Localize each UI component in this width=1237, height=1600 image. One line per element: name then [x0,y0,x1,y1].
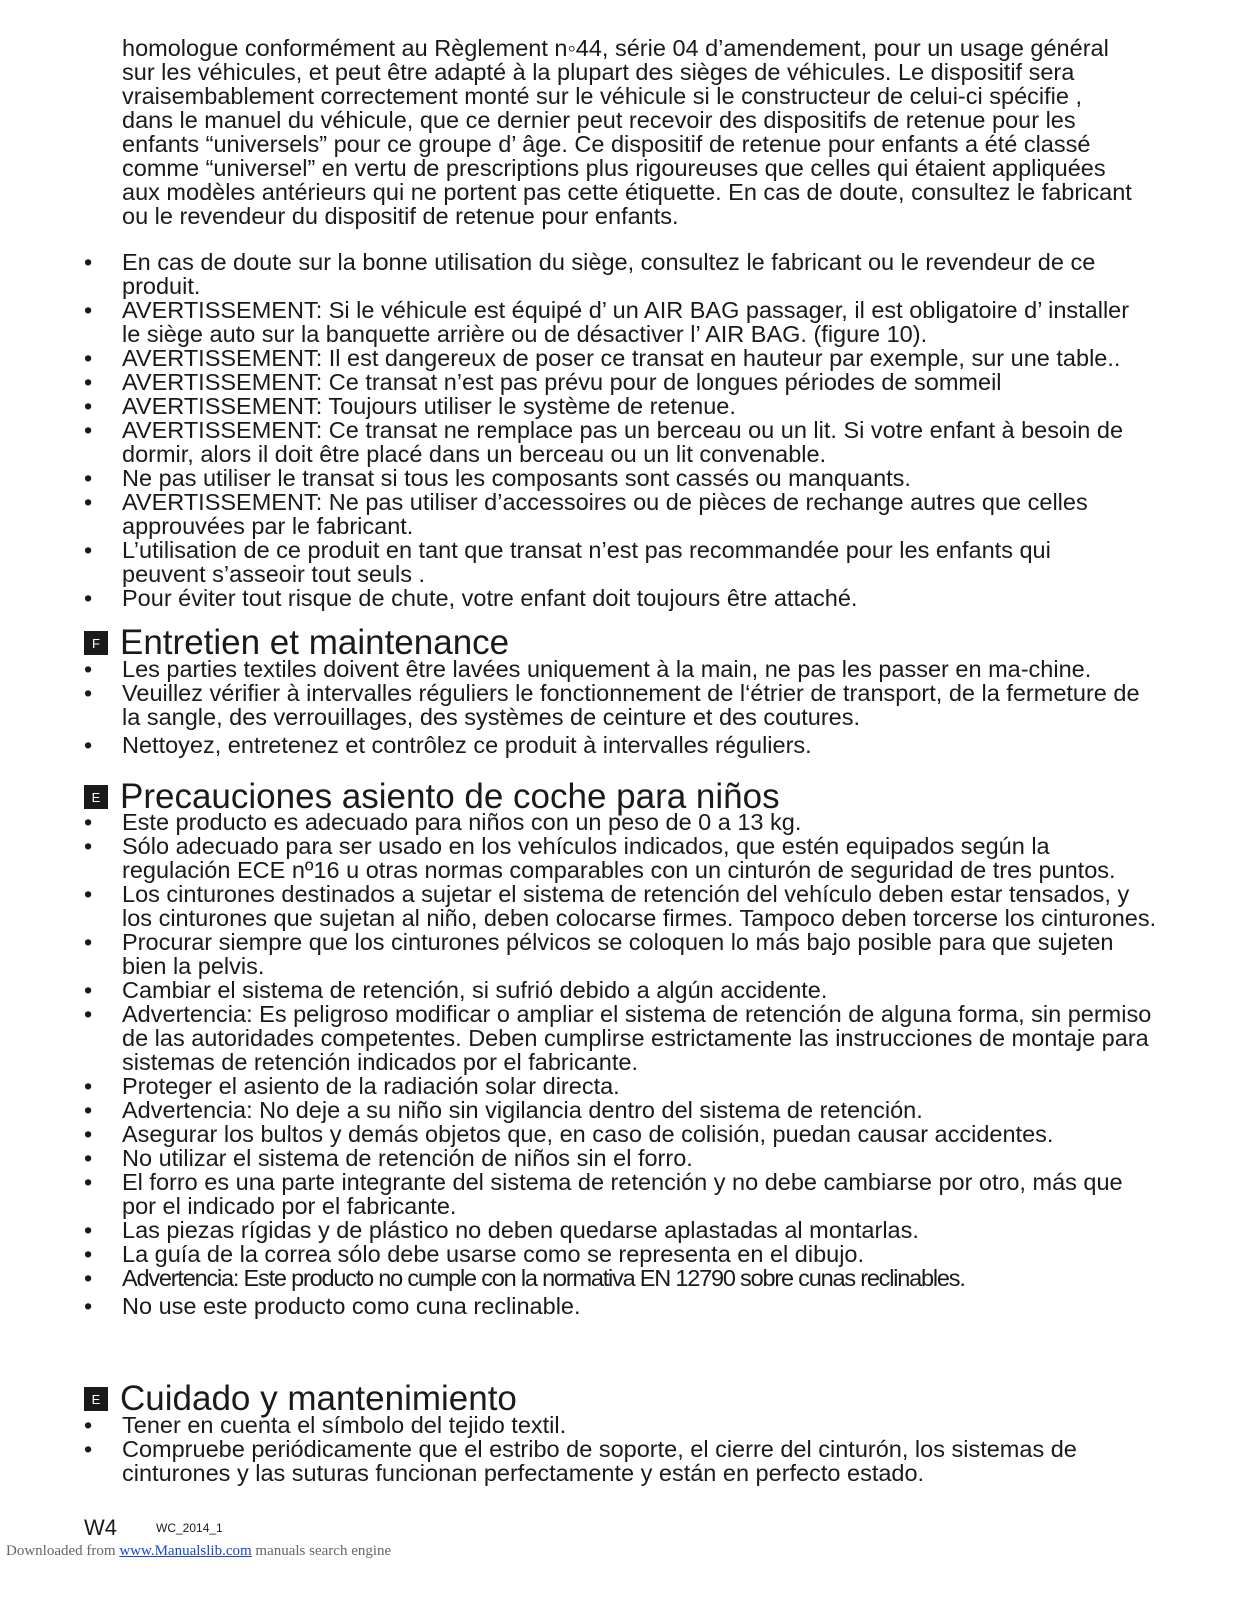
list-item [0,1074,1160,1098]
bullet-icon: • [84,833,93,859]
list-item [0,538,1140,586]
bullet-icon: • [84,977,93,1003]
list-item [0,1413,1160,1437]
list-item-text: Advertencia: No deje a su niño sin vigilancia dentro del sistema de retención. [122,1097,923,1123]
list-item [0,681,1140,729]
es-care-list [0,1413,1160,1485]
section-heading-fr-care [84,623,510,662]
bullet-icon: • [84,732,93,758]
list-item-text: Procurar siempre que los cinturones pélvicos se coloquen lo más bajo posible para que sujeten bien la pelvis. [122,929,1114,979]
page-number: W4 [84,1515,117,1540]
list-item [0,1170,1160,1218]
bullet-icon: • [84,369,93,395]
list-item-text: AVERTISSEMENT: Ne pas utiliser d’accessoires ou de pièces de rechange autres que celles approuvées par le fabricant. [122,489,1088,539]
list-item [0,394,1140,418]
list-item-text: Pour éviter tout risque de chute, votre enfant doit toujours être attaché. [122,585,858,611]
list-item-text: Las piezas rígidas y de plástico no deben quedarse aplastadas al montarlas. [122,1217,919,1243]
list-item [0,586,1140,610]
list-item [0,930,1160,978]
list-item [0,1294,1160,1318]
list-item-text: Advertencia: Es peligroso modificar o ampliar el sistema de retención de alguna forma, sin permiso de las autoridades competentes. Deben cumplirse estrictamente las instrucciones de montaje para sistemas de retención indicados por el fabricante. [122,1001,1152,1075]
list-item-text: No utilizar el sistema de retención de niños sin el forro. [122,1145,693,1171]
list-item-text: El forro es una parte integrante del sistema de retención y no debe cambiarse por otro, más que por el indicado por el fabricante. [122,1169,1123,1219]
list-item [0,810,1160,834]
section-heading-es-care [84,1379,517,1418]
list-item [0,1266,1160,1290]
list-item [0,1146,1160,1170]
list-item-text: Este producto es adecuado para niños con un peso de 0 a 13 kg. [122,809,802,835]
list-item-text: Proteger el asiento de la radiación solar directa. [122,1073,620,1099]
list-item [0,346,1140,370]
list-item-text: Ne pas utiliser le transat si tous les composants sont cassés ou manquants. [122,465,911,491]
list-item [0,1122,1160,1146]
fr-safety-list [0,250,1140,610]
list-item [0,657,1140,681]
list-item [0,466,1140,490]
intro-paragraph [122,36,1132,228]
bullet-icon: • [84,1436,93,1462]
list-item [0,418,1140,466]
list-item-text: AVERTISSEMENT: Il est dangereux de poser ce transat en hauteur par exemple, sur une table.. [122,345,1121,371]
language-tag: E [84,1387,108,1411]
list-item-text: AVERTISSEMENT: Si le véhicule est équipé d’ un AIR BAG passager, il est obligatoire d’ installer le siège auto sur la banquette arrière ou de désactiver l’ AIR BAG. (figure 10). [122,297,1130,347]
section-title: Precauciones asiento de coche para niños [120,777,780,816]
bullet-icon: • [84,1293,93,1319]
bullet-icon: • [84,1169,93,1195]
bullet-icon: • [84,393,93,419]
bullet-icon: • [84,417,93,443]
bullet-icon: • [84,1265,92,1291]
list-item [0,250,1140,298]
list-item-text: Sólo adecuado para ser usado en los vehículos indicados, que estén equipados según la regulación ECE nº16 u otras normas comparables con un cinturón de seguridad de tres puntos. [122,833,1116,883]
list-item-text: Veuillez vérifier à intervalles réguliers le fonctionnement de l‘étrier de transport, de la fermeture de la sangle, des verrouillages, des systèmes de ceinture et des coutures. [122,680,1140,730]
list-item-text: Compruebe periódicamente que el estribo de soporte, el cierre del cinturón, los sistemas de cinturones y las suturas funcionan perfectamente y están en perfecto estado. [122,1436,1077,1486]
bullet-icon: • [84,1241,93,1267]
bullet-icon: • [84,1145,93,1171]
list-item [0,1437,1160,1485]
bullet-icon: • [84,881,93,907]
manualslib-link[interactable]: www.Manualslib.com [119,1543,252,1559]
bullet-icon: • [84,1001,93,1027]
list-item [0,1002,1160,1074]
list-item-text: Los cinturones destinados a sujetar el sistema de retención del vehículo deben estar tensados, y los cinturones que sujetan al niño, deben colocarse firmes. Tampoco deben torcerse los cinturones. [122,881,1157,931]
list-item [0,490,1140,538]
list-item-text: Nettoyez, entretenez et contrôlez ce produit à intervalles réguliers. [122,732,812,758]
es-precautions-list [0,810,1160,1318]
list-item-text: No use este producto como cuna reclinable. [122,1293,581,1319]
bullet-icon: • [84,1121,93,1147]
language-tag: E [84,785,108,809]
list-item-text: L’utilisation de ce produit en tant que transat n’est pas recommandée pour les enfants qui peuvent s’asseoir tout seuls . [122,537,1051,587]
list-item-text: Cambiar el sistema de retención, si sufrió debido a algún accidente. [122,977,828,1003]
bullet-icon: • [84,680,93,706]
list-item [0,882,1160,930]
list-item [0,733,1140,757]
bullet-icon: • [84,465,93,491]
list-item [0,978,1160,1002]
bullet-icon: • [84,1073,93,1099]
bullet-icon: • [84,809,93,835]
bullet-icon: • [84,489,93,515]
bullet-icon: • [84,537,93,563]
list-item-text: AVERTISSEMENT: Ce transat ne remplace pas un berceau ou un lit. Si votre enfant à besoin de dormir, alors il doit être placé dans un berceau ou un lit convenable. [122,417,1124,467]
bullet-icon: • [84,1217,93,1243]
list-item [0,1218,1160,1242]
list-item-text: Les parties textiles doivent être lavées uniquement à la main, ne pas les passer en ma-chine. [122,656,1092,682]
list-item [0,298,1140,346]
fr-care-list [0,657,1140,757]
intro-text: homologue conformément au Règlement n◦44, série 04 d’amendement, pour un usage général sur les véhicules, et peut être adapté à la plupart des sièges de véhicules. Le dispositif sera vraisembablement correctement monté sur le véhicule si le constructeur de celui-ci spécifie , dans le manuel du véhicule, que ce dernier peut recevoir des dispositifs de retenue pour les enfants “universels” pour ce groupe d’ âge. Ce dispositif de retenue pour enfants a été classé comme “universel” en vertu de prescriptions plus rigoureuses que celles qui étaient appliquées aux modèles antérieurs qui ne portent pas cette étiquette. En cas de doute, consultez le fabricant ou le revendeur du dispositif de retenue pour enfants. [122,35,1132,229]
download-suffix: manuals search engine [251,1543,392,1559]
list-item [0,1242,1160,1266]
list-item-text: En cas de doute sur la bonne utilisation du siège, consultez le fabricant ou le revendeur de ce produit. [122,249,1096,299]
bullet-icon: • [84,1412,93,1438]
section-title: Entretien et maintenance [120,623,510,662]
document-code: WC_2014_1 [156,1521,223,1535]
bullet-icon: • [84,1097,93,1123]
bullet-icon: • [84,345,93,371]
bullet-icon: • [84,929,93,955]
bullet-icon: • [84,656,93,682]
bullet-icon: • [84,585,93,611]
list-item [0,1098,1160,1122]
list-item-text: Asegurar los bultos y demás objetos que, en caso de colisión, puedan causar accidentes. [122,1121,1054,1147]
bullet-icon: • [84,297,93,323]
list-item [0,834,1160,882]
language-tag: F [84,631,108,655]
download-notice [6,1543,391,1560]
section-title: Cuidado y mantenimiento [120,1379,517,1418]
list-item-text: AVERTISSEMENT: Ce transat n’est pas prévu pour de longues périodes de sommeil [122,369,1002,395]
bullet-icon: • [84,249,93,275]
list-item-text: AVERTISSEMENT: Toujours utiliser le système de retenue. [122,393,736,419]
download-prefix: Downloaded from [6,1543,120,1559]
list-item-text: Advertencia: Este producto no cumple con la normativa EN 12790 sobre cunas reclinables. [122,1265,965,1291]
list-item-text: Tener en cuenta el símbolo del tejido textil. [122,1412,567,1438]
list-item [0,370,1140,394]
list-item-text: La guía de la correa sólo debe usarse como se representa en el dibujo. [122,1241,865,1267]
